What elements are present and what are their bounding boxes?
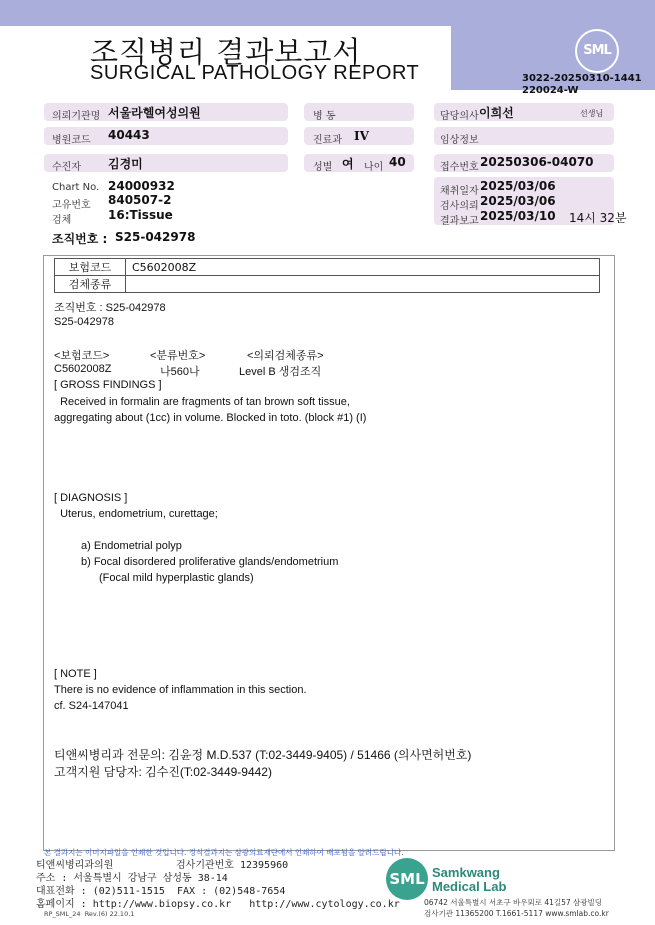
- specimen-type-label: 검체종류: [55, 276, 126, 293]
- title-korean: 조직병리 결과보고서: [90, 35, 362, 69]
- report-tissue-line: 조직번호 : S25-042978: [54, 302, 166, 314]
- patient-label: 수진자: [52, 162, 81, 173]
- chart-no-label: Chart No.: [52, 182, 100, 193]
- title-english: SURGICAL PATHOLOGY REPORT: [90, 62, 420, 84]
- diagnosis-site: Uterus, endometrium, curettage;: [54, 508, 218, 520]
- diagnosis-heading: [ DIAGNOSIS ]: [54, 492, 128, 504]
- doctor-suffix: 선생님: [580, 109, 604, 118]
- specimen-type-value: [126, 276, 600, 293]
- col-value-insurance: C5602008Z: [54, 363, 112, 375]
- result-time: 14시 32분: [569, 211, 627, 225]
- col-header-specimen: <의뢰검체종류>: [247, 350, 324, 362]
- dept-value: IV: [354, 129, 369, 143]
- lab-name-2: Medical Lab: [432, 879, 507, 894]
- insurance-code-label: 보험코드: [55, 259, 126, 276]
- tissue-no-label: 조직번호 :: [52, 232, 108, 246]
- doctor-value: 이희선: [479, 106, 514, 120]
- chart-no-value: 24000932: [108, 179, 175, 193]
- hosp-code-label: 병원코드: [52, 135, 91, 146]
- pathologist-line: 티앤씨병리과 전문의: 김윤정 M.D.537 (T:02-3449-9405) / 51466 (의사면허번호): [54, 748, 472, 762]
- note-line-2: cf. S24-147041: [54, 700, 129, 712]
- clinical-label: 임상정보: [440, 135, 479, 146]
- footer-homepage: 홈페이지 : http://www.biopsy.co.kr http://www.cytology.co.kr: [36, 899, 400, 910]
- patient-value: 김경미: [108, 157, 143, 171]
- specimen-label: 검체: [52, 215, 72, 226]
- request-value: 2025/03/06: [480, 194, 556, 208]
- gross-line-1: Received in formalin are fragments of tan brown soft tissue,: [54, 396, 350, 408]
- result-label: 결과보고: [440, 216, 479, 227]
- ward-label: 병 동: [313, 111, 336, 122]
- collect-value: 2025/03/06: [480, 179, 556, 193]
- sex-label: 성별: [313, 162, 333, 173]
- report-number: 3022-20250310-1441 220024-W: [522, 73, 642, 96]
- receipt-label: 접수번호: [440, 162, 479, 173]
- footer-exam-no: 검사기관번호 12395960: [176, 860, 289, 871]
- samkwang-logo-icon: SML: [386, 858, 428, 900]
- sex-value: 여: [342, 157, 354, 171]
- lab-address-1: 06742 서울특별시 서초구 바우뫼로 41길57 삼광빌딩: [424, 898, 603, 907]
- col-value-specimen: Level B 생검조직: [239, 366, 322, 378]
- receipt-value: 20250306-04070: [480, 155, 594, 169]
- diagnosis-b: b) Focal disordered proliferative glands/endometrium: [81, 556, 339, 568]
- support-line: 고객지원 담당자: 김수진(T:02-3449-9442): [54, 765, 272, 779]
- result-value: 2025/03/10: [480, 209, 556, 223]
- doctor-label: 담당의사: [440, 111, 479, 122]
- footer-clinic: 티앤씨병리과의원: [36, 860, 114, 871]
- note-heading: [ NOTE ]: [54, 668, 97, 680]
- diagnosis-b-detail: (Focal mild hyperplastic glands): [99, 572, 254, 584]
- report-tissue-line-2: S25-042978: [54, 316, 114, 328]
- note-line-1: There is no evidence of inflammation in this section.: [54, 684, 307, 696]
- unique-no-value: 840507-2: [108, 193, 172, 207]
- request-label: 검사의뢰: [440, 201, 479, 212]
- code-table: [54, 258, 600, 293]
- gross-heading: [ GROSS FINDINGS ]: [54, 379, 162, 391]
- collect-label: 채취일자: [440, 186, 479, 197]
- sml-logo-icon: SML: [575, 29, 619, 73]
- footer-address: 주소 : 서울특별시 강남구 삼성동 38-14: [36, 873, 228, 884]
- col-header-insurance: <보험코드>: [54, 350, 110, 362]
- footer-notice: 본 결과지는 이미지파일을 인쇄한 것입니다. 정식결과지는 삼광의료재단에서 인쇄하여 배포됨을 알려드립니다.: [44, 848, 404, 857]
- dept-label: 진료과: [313, 135, 342, 146]
- unique-no-label: 고유번호: [52, 200, 91, 211]
- req-inst-value: 서울라헬여성의원: [108, 106, 201, 120]
- col-header-class: <분류번호>: [150, 350, 206, 362]
- age-label: 나이: [364, 162, 384, 173]
- req-inst-label: 의뢰기관명: [52, 111, 101, 122]
- gross-line-2: aggregating about (1cc) in volume. Blocked in toto. (block #1) (I): [54, 412, 367, 424]
- diagnosis-a: a) Endometrial polyp: [81, 540, 182, 552]
- lab-name-1: Samkwang: [432, 865, 500, 880]
- footer-form-no: RP_SML_24 Rev.(6) 22.10.1: [44, 910, 135, 918]
- tissue-no-value: S25-042978: [115, 230, 196, 244]
- footer-phone: 대표전화 : (02)511-1515 FAX : (02)548-7654: [36, 886, 286, 897]
- hosp-code-value: 40443: [108, 128, 150, 142]
- age-value: 40: [389, 155, 406, 169]
- col-value-class: 나560나: [160, 366, 200, 378]
- lab-address-2: 검사기관 11365200 T.1661-5117 www.smlab.co.kr: [424, 909, 609, 918]
- insurance-code-value: C5602008Z: [126, 259, 600, 276]
- specimen-value: 16:Tissue: [108, 208, 173, 222]
